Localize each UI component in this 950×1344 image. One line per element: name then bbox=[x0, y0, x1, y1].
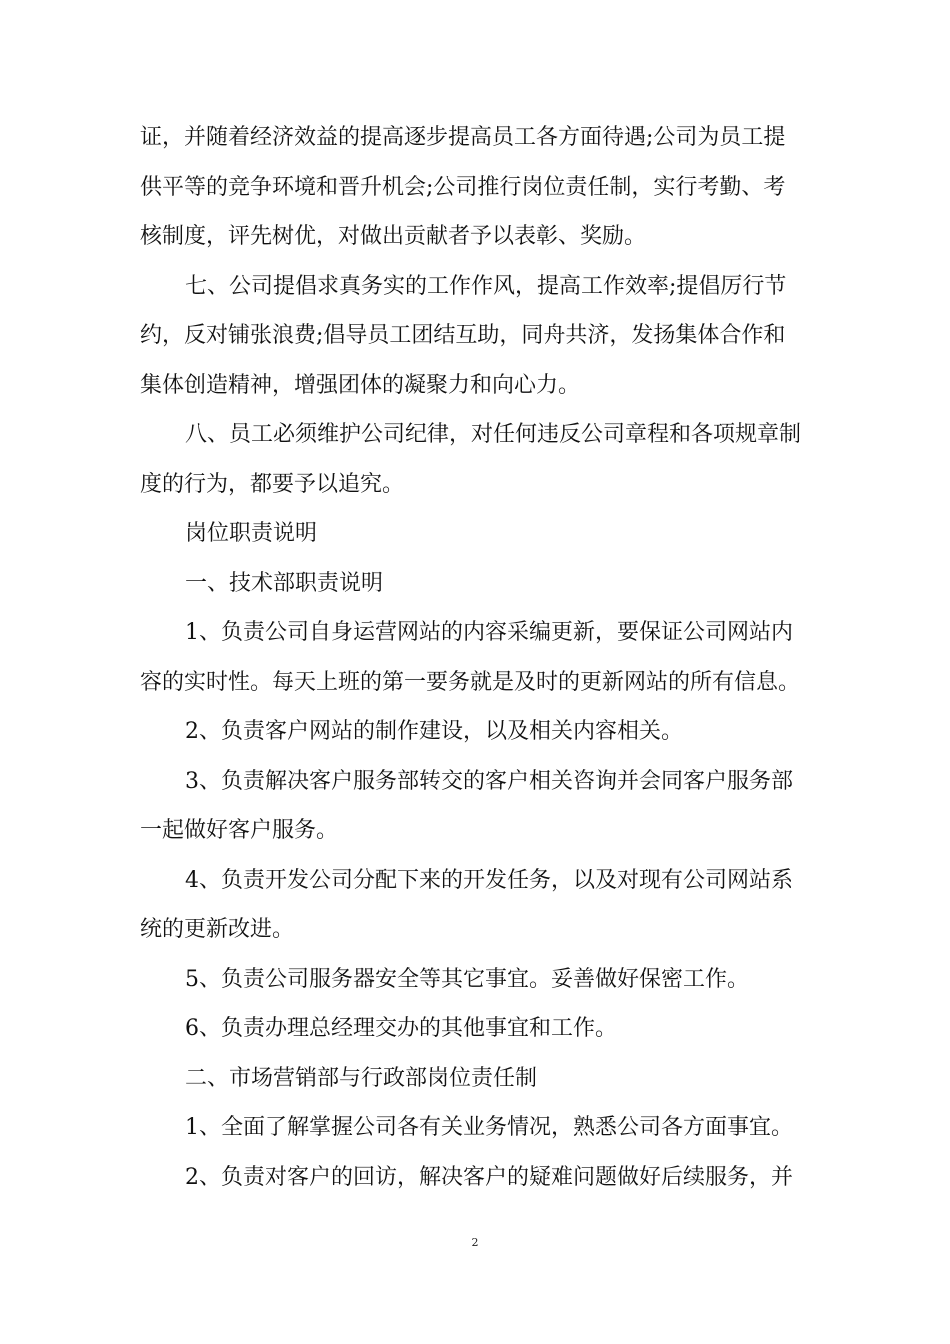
text-line: 6、负责办理总经理交办的其他事宜和工作。 bbox=[185, 1016, 617, 1041]
text-line: 二、市场营销部与行政部岗位责任制 bbox=[185, 1065, 538, 1091]
paragraph bbox=[140, 1103, 820, 1153]
text-line: 核制度，评先树优，对做出贡献者予以表彰、奖励。 bbox=[140, 224, 647, 249]
paragraph bbox=[140, 509, 820, 559]
page-number: 2 bbox=[471, 1236, 479, 1249]
paragraph bbox=[140, 955, 820, 1005]
paragraph bbox=[140, 410, 820, 509]
text-line: 4、负责开发公司分配下来的开发任务，以及对现有公司网站系 bbox=[185, 867, 793, 893]
text-line: 1、全面了解掌握公司各有关业务情况，熟悉公司各方面事宜。 bbox=[185, 1115, 793, 1140]
text-line: 5、负责公司服务器安全等其它事宜。妥善做好保密工作。 bbox=[185, 966, 749, 992]
paragraph bbox=[140, 262, 820, 411]
paragraph bbox=[140, 1054, 820, 1104]
paragraph bbox=[140, 856, 820, 955]
text-line: 一起做好客户服务。 bbox=[140, 818, 339, 843]
paragraph bbox=[140, 1153, 820, 1203]
text-line: 2、负责客户网站的制作建设，以及相关内容相关。 bbox=[185, 719, 683, 744]
text-line: 统的更新改进。 bbox=[140, 917, 295, 942]
paragraph bbox=[140, 559, 820, 609]
document-body bbox=[140, 113, 820, 1202]
text-line: 约，反对铺张浪费;倡导员工团结互助，同舟共济，发扬集体合作和 bbox=[140, 323, 786, 348]
text-line: 2、负责对客户的回访，解决客户的疑难问题做好后续服务，并 bbox=[185, 1164, 793, 1190]
text-line: 岗位职责说明 bbox=[185, 521, 318, 546]
paragraph bbox=[140, 707, 820, 757]
text-line: 一、技术部职责说明 bbox=[185, 570, 384, 596]
text-line: 八、员工必须维护公司纪律，对任何违反公司章程和各项规章制 bbox=[185, 422, 802, 447]
paragraph bbox=[140, 608, 820, 707]
text-line: 1、负责公司自身运营网站的内容采编更新，要保证公司网站内 bbox=[185, 620, 793, 645]
text-line: 供平等的竞争环境和晋升机会;公司推行岗位责任制，实行考勤、考 bbox=[140, 174, 786, 200]
text-line: 七、公司提倡求真务实的工作作风，提高工作效率;提倡厉行节 bbox=[185, 273, 787, 299]
paragraph bbox=[140, 113, 820, 262]
text-line: 证，并随着经济效益的提高逐步提高员工各方面待遇;公司为员工提 bbox=[140, 125, 786, 150]
text-line: 度的行为，都要予以追究。 bbox=[140, 471, 405, 497]
paragraph bbox=[140, 1004, 820, 1054]
paragraph bbox=[140, 757, 820, 856]
text-line: 容的实时性。每天上班的第一要务就是及时的更新网站的所有信息。 bbox=[140, 669, 801, 695]
text-line: 3、负责解决客户服务部转交的客户相关咨询并会同客户服务部 bbox=[185, 768, 793, 794]
text-line: 集体创造精神，增强团体的凝聚力和向心力。 bbox=[140, 372, 581, 398]
